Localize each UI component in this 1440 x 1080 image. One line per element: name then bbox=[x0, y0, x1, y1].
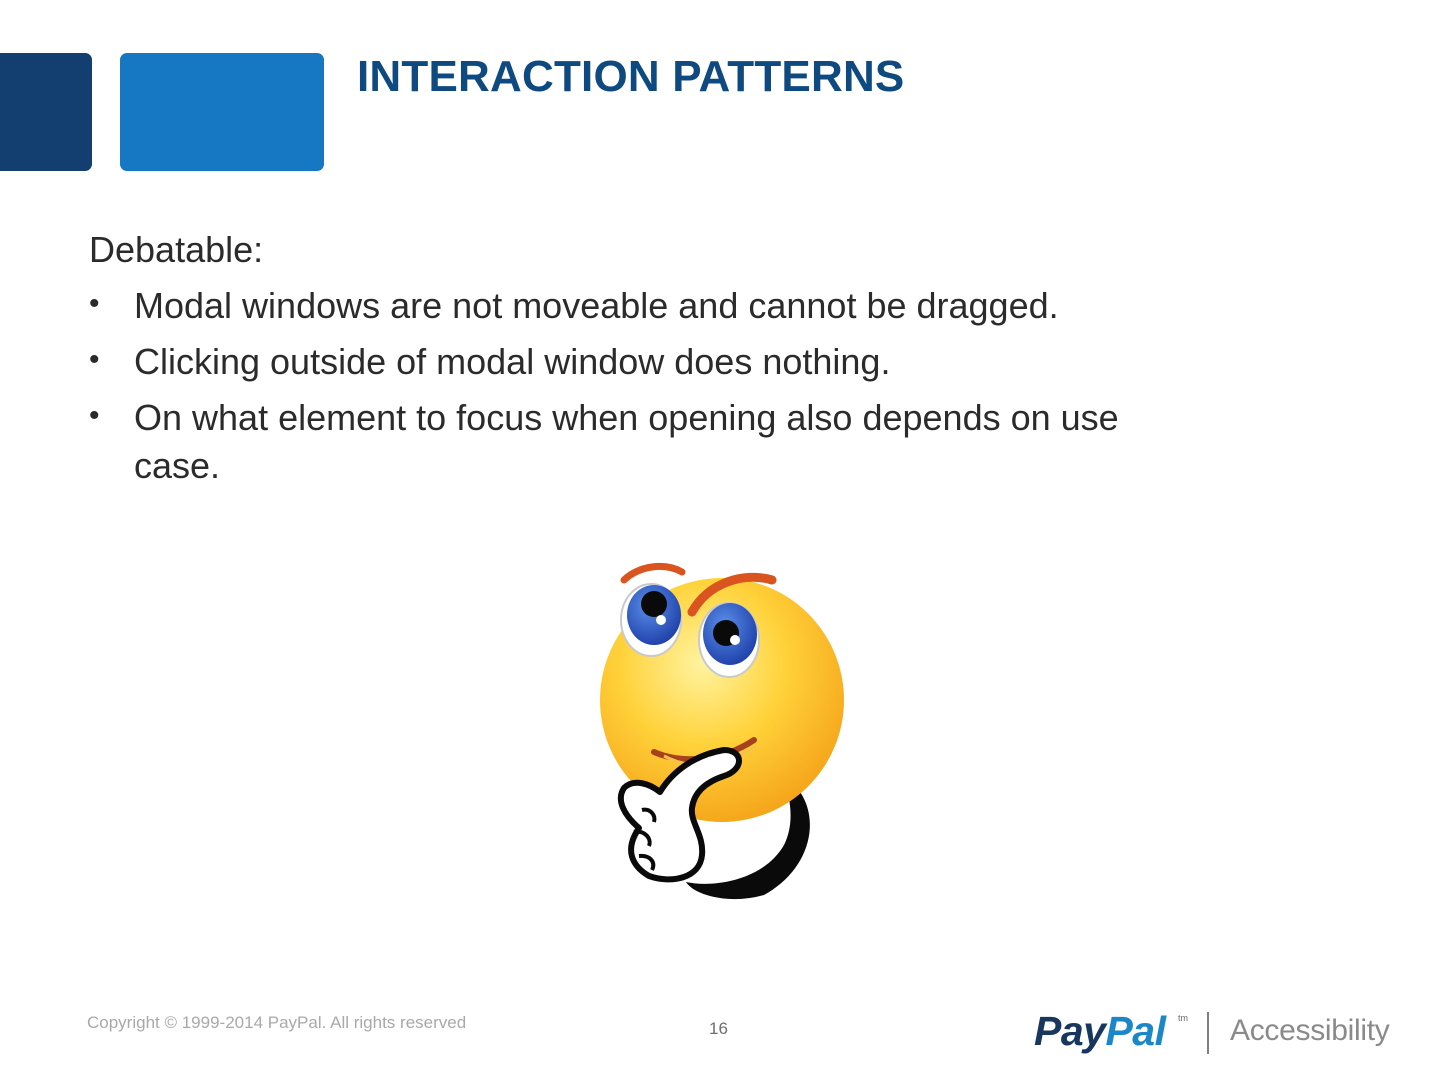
bullet-marker: • bbox=[89, 399, 100, 432]
slide-content bbox=[89, 226, 1209, 498]
page-number: 16 bbox=[709, 1019, 728, 1038]
bullet-item bbox=[89, 338, 1209, 386]
bullet-marker: • bbox=[89, 287, 100, 320]
paypal-logo bbox=[1034, 1006, 1166, 1056]
bullet-marker: • bbox=[89, 343, 100, 376]
bullet-item bbox=[89, 394, 1209, 490]
slide-title: INTERACTION PATTERNS bbox=[357, 52, 905, 101]
bullet-item bbox=[89, 282, 1209, 330]
lead-text: Debatable: bbox=[89, 229, 264, 270]
header-block-light bbox=[120, 53, 324, 171]
paypal-logo-pal: Pal bbox=[1105, 1008, 1166, 1054]
bullet-list bbox=[89, 282, 1209, 490]
thinking-face-icon bbox=[594, 560, 846, 900]
bullet-text: On what element to focus when opening also depends on use case. bbox=[134, 397, 1119, 486]
header-block-dark bbox=[0, 53, 92, 171]
copyright-text: Copyright © 1999-2014 PayPal. All rights reserved bbox=[87, 1013, 467, 1032]
bullet-text: Clicking outside of modal window does nothing. bbox=[134, 341, 891, 382]
paypal-logo-pay: Pay bbox=[1034, 1008, 1106, 1054]
logo-divider bbox=[1207, 1012, 1209, 1054]
bullet-text: Modal windows are not moveable and cannot be dragged. bbox=[134, 285, 1059, 326]
paypal-logo-tm: tm bbox=[1178, 1013, 1188, 1023]
accessibility-label: Accessibility bbox=[1230, 1014, 1390, 1047]
